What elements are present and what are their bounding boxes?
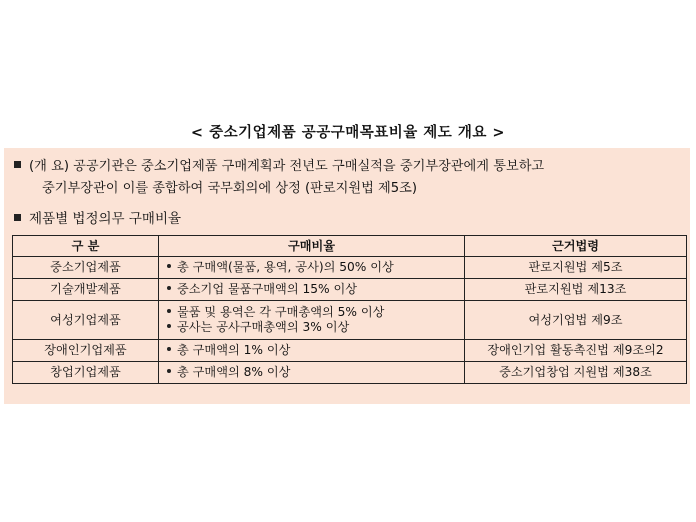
header-rate: 구매비율 [159, 236, 465, 257]
bullet-dot-icon [167, 309, 171, 313]
header-law: 근거법령 [465, 236, 687, 257]
overview-line-2: 중기부장관이 이를 종합하여 국무회의에 상정 (판로지원법 제5조) [42, 181, 418, 196]
bullet-dot-icon [167, 369, 171, 373]
subheading-text: 제품별 법정의무 구매비율 [29, 211, 182, 227]
bullet-dot-icon [167, 264, 171, 268]
row-law: 중소기업창업 지원법 제38조 [465, 362, 687, 384]
page-title: < 중소기업제품 공공구매목표비율 제도 개요 > [190, 125, 506, 141]
row-rate [159, 362, 465, 384]
row-category: 기술개발제품 [13, 279, 159, 301]
table-row [13, 257, 687, 279]
subheading [14, 207, 181, 227]
table-row [13, 340, 687, 362]
row-rate [159, 301, 465, 340]
rate-text: 중소기업 물품구매액의 15% 이상 [177, 282, 357, 296]
table-row [13, 279, 687, 301]
row-law: 여성기업법 제9조 [465, 301, 687, 340]
row-category: 중소기업제품 [13, 257, 159, 279]
bullet-dot-icon [167, 286, 171, 290]
rate-text: 공사는 공사구매총액의 3% 이상 [177, 320, 350, 334]
overview-paragraph [14, 156, 684, 200]
row-rate [159, 279, 465, 301]
row-law: 장애인기업 활동촉진법 제9조의2 [465, 340, 687, 362]
purchase-ratio-table [12, 235, 687, 384]
header-category: 구 분 [13, 236, 159, 257]
overview-line-1: (개 요) 공공기관은 중소기업제품 구매계획과 전년도 구매실적을 중기부장관에게 통보하고 [29, 159, 545, 174]
row-rate [159, 257, 465, 279]
row-law: 판로지원법 제5조 [465, 257, 687, 279]
row-category: 여성기업제품 [13, 301, 159, 340]
square-bullet-icon [14, 161, 21, 168]
row-law: 판로지원법 제13조 [465, 279, 687, 301]
bullet-dot-icon [167, 347, 171, 351]
rate-text: 총 구매액의 8% 이상 [177, 365, 291, 379]
row-category: 창업기업제품 [13, 362, 159, 384]
table-header-row [13, 236, 687, 257]
rate-text: 총 구매액(물품, 용역, 공사)의 50% 이상 [177, 260, 394, 274]
rate-text: 물품 및 용역은 각 구매총액의 5% 이상 [177, 305, 385, 319]
table-row [13, 362, 687, 384]
bullet-dot-icon [167, 324, 171, 328]
square-bullet-icon [14, 214, 21, 221]
table-row [13, 301, 687, 340]
row-rate [159, 340, 465, 362]
rate-text: 총 구매액의 1% 이상 [177, 343, 291, 357]
row-category: 장애인기업제품 [13, 340, 159, 362]
